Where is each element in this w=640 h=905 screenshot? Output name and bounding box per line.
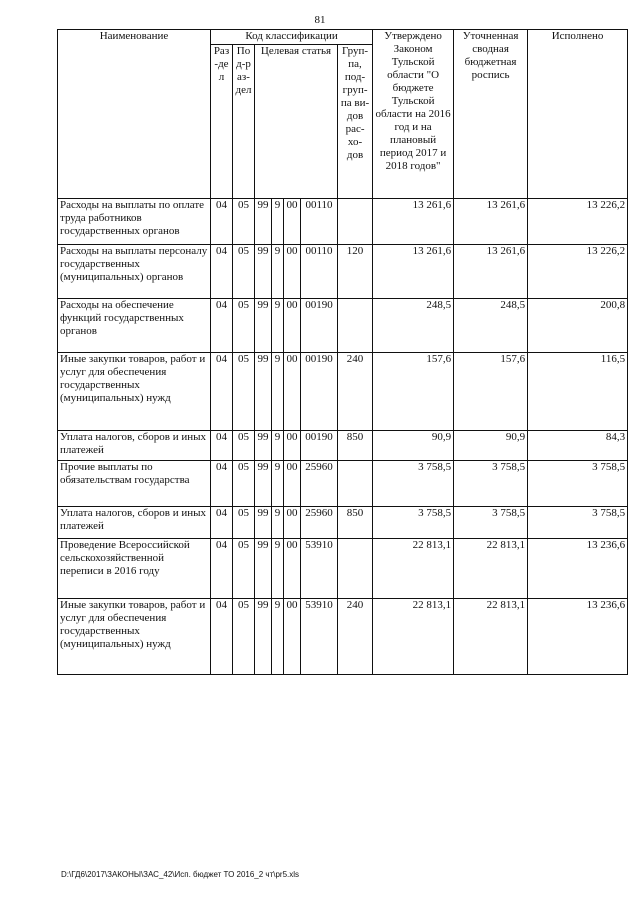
row-target-subprogram: 9 (272, 431, 284, 461)
table-row (58, 431, 628, 461)
row-target-code: 00190 (301, 431, 338, 461)
row-executed: 13 226,2 (528, 199, 628, 245)
row-name: Уплата налогов, сборов и иных платежей (58, 507, 211, 539)
row-target-program: 99 (255, 199, 272, 245)
header-target-article: Целевая статья (255, 45, 338, 199)
row-executed: 84,3 (528, 431, 628, 461)
row-refined: 13 261,6 (454, 199, 528, 245)
row-expense-type: 240 (338, 353, 373, 431)
row-target-subprogram: 9 (272, 299, 284, 353)
row-refined: 22 813,1 (454, 599, 528, 675)
row-executed: 3 758,5 (528, 461, 628, 507)
row-name: Иные закупки товаров, работ и услуг для обеспечения государственных (муниципальных) нужд (58, 599, 211, 675)
header-approved: Утверждено Законом Тульской области "О бюджете Тульской области на 2016 год и на плановый период 2017 и 2018 годов" (373, 30, 454, 199)
row-target-direction: 00 (284, 431, 301, 461)
row-target-code: 00110 (301, 245, 338, 299)
row-target-code: 00190 (301, 299, 338, 353)
row-section: 04 (211, 507, 233, 539)
row-target-direction: 00 (284, 199, 301, 245)
row-section: 04 (211, 299, 233, 353)
row-expense-type: 240 (338, 599, 373, 675)
row-executed: 13 236,6 (528, 599, 628, 675)
row-executed: 200,8 (528, 299, 628, 353)
row-subsection: 05 (233, 353, 255, 431)
header-refined: Уточненная сводная бюджетная роспись (454, 30, 528, 199)
header-section: Раз-дел (211, 45, 233, 199)
row-refined: 3 758,5 (454, 507, 528, 539)
row-section: 04 (211, 245, 233, 299)
row-section: 04 (211, 353, 233, 431)
row-executed: 116,5 (528, 353, 628, 431)
row-refined: 13 261,6 (454, 245, 528, 299)
row-section: 04 (211, 599, 233, 675)
row-executed: 3 758,5 (528, 507, 628, 539)
table-row (58, 507, 628, 539)
row-target-program: 99 (255, 353, 272, 431)
row-target-code: 53910 (301, 539, 338, 599)
row-expense-type (338, 461, 373, 507)
row-target-program: 99 (255, 299, 272, 353)
row-approved: 248,5 (373, 299, 454, 353)
row-name: Расходы на выплаты по оплате труда работников государственных органов (58, 199, 211, 245)
row-target-subprogram: 9 (272, 199, 284, 245)
row-target-program: 99 (255, 539, 272, 599)
row-target-direction: 00 (284, 539, 301, 599)
row-target-program: 99 (255, 599, 272, 675)
row-target-direction: 00 (284, 461, 301, 507)
row-refined: 3 758,5 (454, 461, 528, 507)
row-target-direction: 00 (284, 507, 301, 539)
row-executed: 13 226,2 (528, 245, 628, 299)
row-target-code: 00190 (301, 353, 338, 431)
row-expense-type: 850 (338, 507, 373, 539)
row-expense-type (338, 539, 373, 599)
row-subsection: 05 (233, 299, 255, 353)
header-name: Наименование (58, 30, 211, 199)
row-expense-type: 120 (338, 245, 373, 299)
file-path-footer: D:\ГД6\2017\ЗАКОНЫ\ЗАС_42\Исп. бюджет ТО 2016_2 чт\pr5.xls (61, 870, 300, 879)
row-approved: 13 261,6 (373, 199, 454, 245)
header-expense-type: Груп-па, под-груп-па ви-дов рас-хо-дов (338, 45, 373, 199)
table-row (58, 353, 628, 431)
row-expense-type (338, 299, 373, 353)
table-row (58, 299, 628, 353)
row-name: Уплата налогов, сборов и иных платежей (58, 431, 211, 461)
page-number: 81 (314, 14, 326, 26)
table-row (58, 539, 628, 599)
row-target-code: 25960 (301, 461, 338, 507)
row-approved: 157,6 (373, 353, 454, 431)
row-target-program: 99 (255, 507, 272, 539)
row-target-subprogram: 9 (272, 599, 284, 675)
row-target-code: 25960 (301, 507, 338, 539)
row-target-program: 99 (255, 245, 272, 299)
row-section: 04 (211, 431, 233, 461)
row-target-subprogram: 9 (272, 539, 284, 599)
row-name: Иные закупки товаров, работ и услуг для обеспечения государственных (муниципальных) нужд (58, 353, 211, 431)
row-name: Прочие выплаты по обязательствам государства (58, 461, 211, 507)
row-target-direction: 00 (284, 299, 301, 353)
row-approved: 90,9 (373, 431, 454, 461)
row-target-subprogram: 9 (272, 461, 284, 507)
row-subsection: 05 (233, 245, 255, 299)
row-refined: 157,6 (454, 353, 528, 431)
row-approved: 3 758,5 (373, 507, 454, 539)
row-target-direction: 00 (284, 599, 301, 675)
row-section: 04 (211, 539, 233, 599)
row-approved: 13 261,6 (373, 245, 454, 299)
row-target-code: 00110 (301, 199, 338, 245)
row-target-direction: 00 (284, 353, 301, 431)
row-name: Расходы на выплаты персоналу государственных (муниципальных) органов (58, 245, 211, 299)
row-refined: 90,9 (454, 431, 528, 461)
header-row (58, 30, 628, 45)
row-subsection: 05 (233, 539, 255, 599)
header-code-group: Код классификации (211, 30, 373, 45)
row-section: 04 (211, 199, 233, 245)
row-target-program: 99 (255, 461, 272, 507)
row-section: 04 (211, 461, 233, 507)
row-target-direction: 00 (284, 245, 301, 299)
row-target-code: 53910 (301, 599, 338, 675)
row-refined: 22 813,1 (454, 539, 528, 599)
row-subsection: 05 (233, 199, 255, 245)
row-target-subprogram: 9 (272, 507, 284, 539)
table-row (58, 599, 628, 675)
header-subsection: Под-раз-дел (233, 45, 255, 199)
budget-table (57, 29, 628, 675)
row-expense-type (338, 199, 373, 245)
row-expense-type: 850 (338, 431, 373, 461)
row-subsection: 05 (233, 599, 255, 675)
row-target-program: 99 (255, 431, 272, 461)
row-target-subprogram: 9 (272, 353, 284, 431)
row-executed: 13 236,6 (528, 539, 628, 599)
row-subsection: 05 (233, 431, 255, 461)
row-name: Проведение Всероссийской сельскохозяйственной переписи в 2016 году (58, 539, 211, 599)
row-approved: 3 758,5 (373, 461, 454, 507)
row-refined: 248,5 (454, 299, 528, 353)
row-approved: 22 813,1 (373, 539, 454, 599)
header-executed: Исполнено (528, 30, 628, 199)
row-subsection: 05 (233, 461, 255, 507)
row-name: Расходы на обеспечение функций государственных органов (58, 299, 211, 353)
row-subsection: 05 (233, 507, 255, 539)
table-row (58, 461, 628, 507)
row-target-subprogram: 9 (272, 245, 284, 299)
table-row (58, 199, 628, 245)
row-approved: 22 813,1 (373, 599, 454, 675)
table-row (58, 245, 628, 299)
